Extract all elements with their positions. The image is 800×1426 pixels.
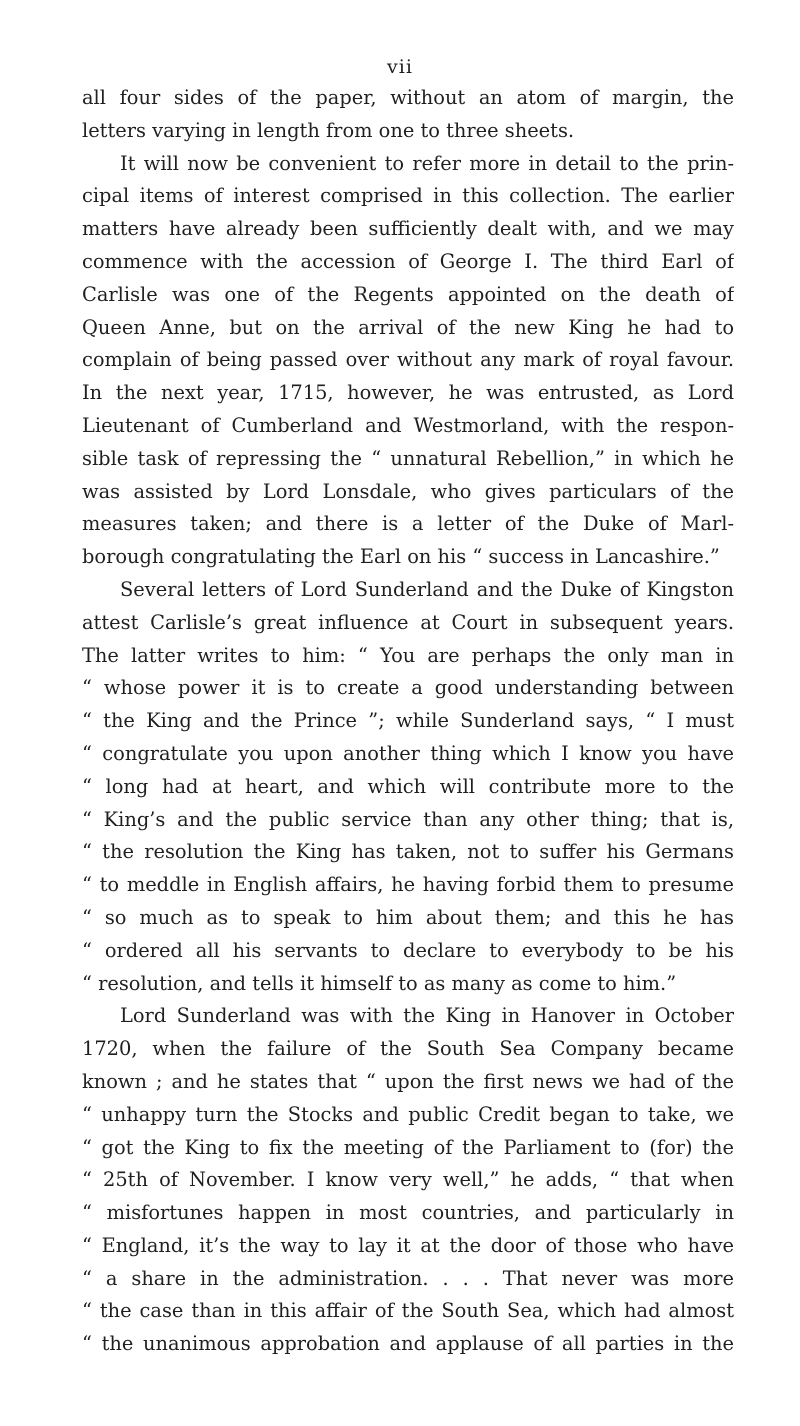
text-line: complain of being passed over without any mark of royal favour. <box>82 348 734 372</box>
text-line: Lord Sunderland was with the King in Hanover in October <box>120 1004 734 1028</box>
text-line: “ got the King to fix the meeting of the Parliament to (for) the <box>82 1135 734 1159</box>
text-line: matters have already been sufficiently dealt with, and we may <box>82 217 734 241</box>
text-line: Several letters of Lord Sunderland and the Duke of Kingston <box>120 577 734 601</box>
text-line: “ England, it’s the way to lay it at the door of those who have <box>82 1233 734 1257</box>
text-line: “ the case than in this affair of the South Sea, which had almost <box>82 1299 734 1323</box>
text-line: Queen Anne, but on the arrival of the new King he had to <box>82 315 734 339</box>
text-line: “ 25th of November. I know very well,” he adds, “ that when <box>82 1168 734 1192</box>
text-line: all four sides of the paper, without an atom of margin, the <box>82 86 734 109</box>
text-line: attest Carlisle’s great influence at Court in subsequent years. <box>82 610 734 634</box>
text-line: was assisted by Lord Lonsdale, who gives particulars of the <box>82 479 734 503</box>
text-line: “ the unanimous approbation and applause of all parties in the <box>82 1332 734 1356</box>
text-line: “ resolution, and tells it himself to as many as come to him.” <box>82 971 677 995</box>
text-line: “ long had at heart, and which will contribute more to the <box>82 774 734 798</box>
text-line: 1720, when the failure of the South Sea Company became <box>82 1037 734 1061</box>
text-line: borough congratulating the Earl on his “ success in Lancashire.” <box>82 545 720 569</box>
text-line: Lieutenant of Cumberland and Westmorland, with the respon- <box>82 413 734 437</box>
text-line: “ to meddle in English affairs, he having forbid them to presume <box>82 873 734 897</box>
text-line: “ ordered all his servants to declare to everybody to be his <box>82 938 734 962</box>
text-line: The latter writes to him: “ You are perhaps the only man in <box>82 643 734 667</box>
text-line: sible task of repressing the “ unnatural Rebellion,” in which he <box>82 446 734 470</box>
text-line: cipal items of interest comprised in this collection. The earlier <box>82 184 734 208</box>
page-number: vii <box>387 56 413 78</box>
body-text <box>82 82 734 1361</box>
text-line: measures taken; and there is a letter of the Duke of Marl- <box>82 512 734 536</box>
text-line: “ unhappy turn the Stocks and public Credit began to take, we <box>82 1102 734 1126</box>
text-line: “ congratulate you upon another thing which I know you have <box>82 741 734 765</box>
text-line: “ misfortunes happen in most countries, and particularly in <box>82 1201 734 1225</box>
text-line: “ King’s and the public service than any other thing; that is, <box>82 807 734 831</box>
text-line: “ so much as to speak to him about them; and this he has <box>82 905 734 929</box>
text-line: In the next year, 1715, however, he was entrusted, as Lord <box>82 381 734 405</box>
text-line: “ the resolution the King has taken, not to suffer his Germans <box>82 840 734 864</box>
text-line: “ the King and the Prince ”; while Sunderland says, “ I must <box>82 709 734 733</box>
text-line: “ a share in the administration. . . . That never was more <box>82 1266 734 1290</box>
text-line: letters varying in length from one to three sheets. <box>82 118 575 142</box>
text-line: commence with the accession of George I. The third Earl of <box>82 249 734 273</box>
text-line: It will now be convenient to refer more in detail to the prin- <box>120 151 734 175</box>
text-line: “ whose power it is to create a good understanding between <box>82 676 734 700</box>
text-line: Carlisle was one of the Regents appointed on the death of <box>82 282 734 306</box>
text-line: known ; and he states that “ upon the first news we had of the <box>82 1069 734 1093</box>
